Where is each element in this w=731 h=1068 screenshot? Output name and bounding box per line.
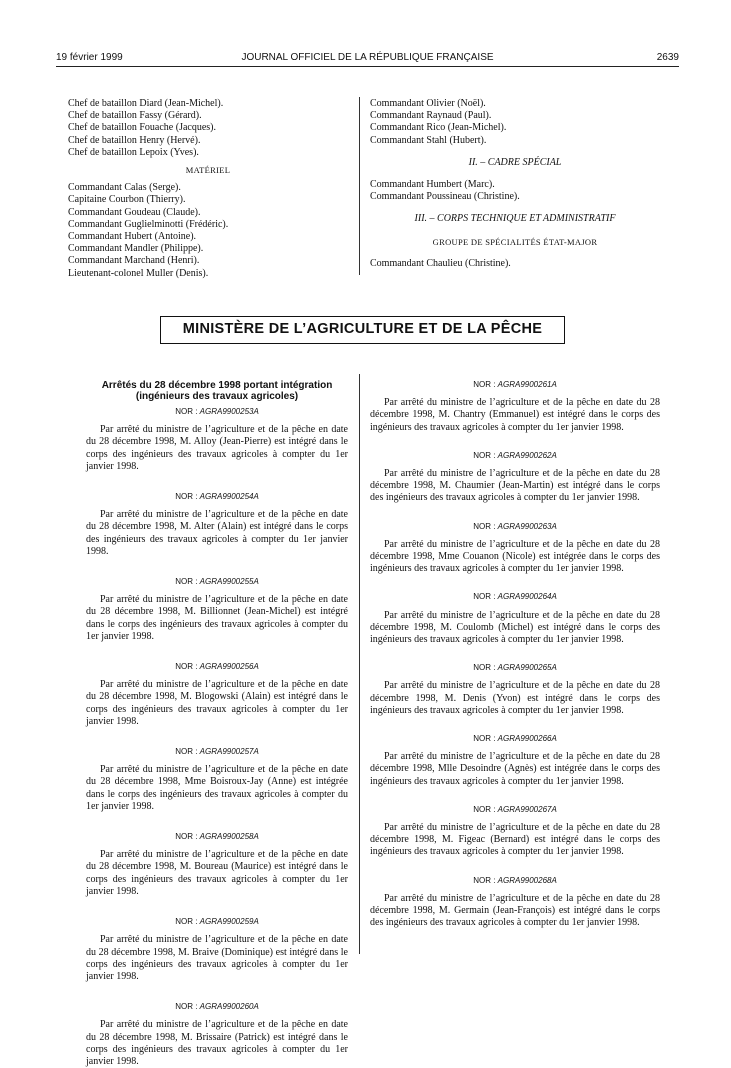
nor-prefix: NOR : (473, 875, 496, 885)
decree-entry (86, 746, 348, 813)
decree-entry (370, 662, 660, 717)
cadre-special-heading: II. – CADRE SPÉCIAL (468, 156, 562, 168)
nor-code: AGRA9900261A (497, 380, 557, 389)
nor-reference (370, 591, 660, 603)
list-item: Chef de bataillon Lepoix (Yves). (68, 146, 199, 158)
nor-reference (86, 746, 348, 758)
nor-reference (370, 379, 660, 391)
nor-code: AGRA9900260A (199, 1002, 259, 1012)
nor-code: AGRA9900256A (199, 662, 259, 672)
list-item: Chef de bataillon Fassy (Gérard). (68, 110, 202, 122)
list-group-b (370, 179, 660, 203)
header-title: JOURNAL OFFICIEL DE LA RÉPUBLIQUE FRANÇAISE (241, 52, 494, 63)
decree-text: Par arrêté du ministre de l’agriculture et de la pêche en date du 28 décembre 1998, M. Denis (Yvon) est intégré dans le corps des ingénieurs des travaux agricoles à compter du 1er janvier 1998. (370, 680, 660, 716)
list-item: Chef de bataillon Henry (Hervé). (68, 134, 201, 146)
right-entries-list (370, 379, 660, 930)
ministry-title-box: MINISTÈRE DE L’AGRICULTURE ET DE LA PÊCHE (160, 316, 565, 344)
list-item: Chef de bataillon Diard (Jean-Michel). (68, 98, 224, 109)
page-header (56, 52, 679, 66)
nor-code: AGRA9900253A (199, 407, 259, 416)
arrete-title-line-1: Arrêtés du 28 décembre 1998 portant intégration (101, 380, 333, 391)
nor-prefix: NOR : (175, 577, 198, 587)
list-item: Commandant Calas (Serge). (68, 182, 181, 194)
nor-code: AGRA9900255A (199, 577, 259, 587)
groupe-specialites-heading: GROUPE DE SPÉCIALITÉS ÉTAT-MAJOR (432, 236, 598, 247)
decree-entry (370, 450, 660, 505)
decree-text: Par arrêté du ministre de l’agriculture et de la pêche en date du 28 décembre 1998, M. Chaumier (Jean-Martin) est intégré dans le corps des ingénieurs des travaux agricoles à compter du 1er janvier 1998. (370, 468, 660, 504)
nor-reference (370, 450, 660, 462)
bottom-left-column (86, 380, 348, 1068)
decree-entry (370, 379, 660, 434)
nor-prefix: NOR : (175, 407, 198, 416)
list-item: Commandant Guglielminotti (Frédéric). (68, 218, 229, 230)
left-entries-list (86, 406, 348, 1068)
nor-prefix: NOR : (473, 521, 496, 531)
corps-technique-heading: III. – CORPS TECHNIQUE ET ADMINISTRATIF (414, 213, 616, 225)
nor-reference (86, 576, 348, 588)
decree-text: Par arrêté du ministre de l’agriculture et de la pêche en date du 28 décembre 1998, Mme Boisroux-Jay (Anne) est intégrée dans le corps des ingénieurs des travaux agricoles à compter du 1er janvier 1998. (86, 764, 348, 812)
nor-prefix: NOR : (473, 592, 496, 602)
decree-entry (370, 733, 660, 788)
list-group-c (370, 258, 660, 270)
nor-prefix: NOR : (473, 380, 496, 389)
top-right-column (370, 98, 660, 270)
nor-code: AGRA9900259A (199, 917, 259, 927)
arrete-title-line-2: (ingénieurs des travaux agricoles) (135, 391, 299, 402)
decree-entry (86, 1001, 348, 1068)
nor-prefix: NOR : (175, 492, 198, 502)
nor-reference (86, 1001, 348, 1013)
list-item: Commandant Raynaud (Paul). (370, 110, 492, 122)
nor-code: AGRA9900254A (199, 492, 259, 502)
column-divider-top (359, 97, 360, 275)
nor-code: AGRA9900257A (199, 747, 259, 757)
header-date: 19 février 1999 (56, 52, 123, 63)
decree-entry (370, 804, 660, 859)
decree-text: Par arrêté du ministre de l’agriculture et de la pêche en date du 28 décembre 1998, M. Alloy (Jean-Pierre) est intégré dans le corps des ingénieurs des travaux agricoles à compter du 1er janvier 1998. (86, 424, 348, 472)
nor-prefix: NOR : (175, 832, 198, 842)
list-item: Lieutenant-colonel Muller (Denis). (68, 267, 209, 279)
list-item: Commandant Goudeau (Claude). (68, 206, 201, 218)
list-group-a (370, 98, 660, 147)
nor-prefix: NOR : (473, 804, 496, 814)
header-page-number: 2639 (656, 52, 679, 63)
nor-reference (86, 406, 348, 418)
nor-prefix: NOR : (175, 747, 198, 757)
decree-text: Par arrêté du ministre de l’agriculture et de la pêche en date du 28 décembre 1998, M. Alter (Alain) est intégré dans le corps des ingénieurs des travaux agricoles à compter du 1er janvier 1998. (86, 509, 348, 557)
list-item: Commandant Hubert (Antoine). (68, 231, 197, 243)
list-item: Commandant Stahl (Hubert). (370, 134, 487, 146)
nor-reference (86, 831, 348, 843)
list-item: Capitaine Courbon (Thierry). (68, 194, 186, 206)
nor-prefix: NOR : (473, 734, 496, 744)
nor-code: AGRA9900262A (497, 450, 557, 460)
nor-reference (370, 521, 660, 533)
decree-entry (86, 491, 348, 558)
header-rule (56, 66, 679, 67)
list-item: Commandant Chaulieu (Christine). (370, 257, 511, 269)
nor-code: AGRA9900264A (497, 592, 557, 602)
column-divider-bottom (359, 374, 360, 954)
nor-prefix: NOR : (175, 662, 198, 672)
list-item: Chef de bataillon Fouache (Jacques). (68, 122, 217, 134)
decree-entry (86, 406, 348, 473)
decree-text: Par arrêté du ministre de l’agriculture et de la pêche en date du 28 décembre 1998, M. Billionnet (Jean-Michel) est intégré dans le corps des ingénieurs des travaux agricoles à compter du 1er janvier 1998. (86, 594, 348, 642)
arrete-title (86, 380, 348, 402)
decree-text: Par arrêté du ministre de l’agriculture et de la pêche en date du 28 décembre 1998, M. Braive (Dominique) est intégré dans le corps des ingénieurs des travaux agricoles à compter du 1er janvier 1998. (86, 934, 348, 982)
nor-code: AGRA9900266A (497, 734, 557, 744)
decree-entry (86, 661, 348, 728)
nor-code: AGRA9900268A (497, 875, 557, 885)
decree-text: Par arrêté du ministre de l’agriculture et de la pêche en date du 28 décembre 1998, M. Boureau (Maurice) est intégré dans le corps des ingénieurs des travaux agricoles à compter du 1er janvier 1998. (86, 849, 348, 897)
decree-text: Par arrêté du ministre de l’agriculture et de la pêche en date du 28 décembre 1998, Mlle Desoindre (Agnès) est intégrée dans le corps des ingénieurs des travaux agricoles à compter du 1er janvier 1998. (370, 751, 660, 787)
decree-entry (370, 521, 660, 576)
bottom-right-column (370, 375, 660, 930)
decree-entry (86, 916, 348, 983)
materiel-heading: MATÉRIEL (185, 165, 231, 176)
nor-prefix: NOR : (175, 917, 198, 927)
nor-code: AGRA9900265A (497, 663, 557, 673)
nor-prefix: NOR : (175, 1002, 198, 1012)
list-item: Commandant Mandler (Philippe). (68, 243, 204, 255)
decree-text: Par arrêté du ministre de l’agriculture et de la pêche en date du 28 décembre 1998, M. Coulomb (Michel) est intégré dans le corps des ingénieurs des travaux agricoles à compter du 1er janvier 1998. (370, 609, 660, 646)
list-item: Commandant Rico (Jean-Michel). (370, 122, 507, 134)
decree-text: Par arrêté du ministre de l’agriculture et de la pêche en date du 28 décembre 1998, M. Brissaire (Patrick) est intégré dans le corps des ingénieurs des travaux agricoles à compter du 1er janvier 1998. (86, 1019, 348, 1067)
nor-code: AGRA9900267A (497, 804, 557, 814)
nor-reference (86, 491, 348, 503)
list-item: Commandant Humbert (Marc). (370, 179, 495, 191)
decree-entry (86, 576, 348, 643)
nor-reference (370, 733, 660, 745)
nor-reference (86, 661, 348, 673)
list-group-a (68, 98, 348, 159)
nor-code: AGRA9900263A (497, 521, 557, 531)
nor-reference (370, 804, 660, 816)
list-item: Commandant Marchand (Henri). (68, 255, 200, 267)
decree-text: Par arrêté du ministre de l’agriculture et de la pêche en date du 28 décembre 1998, Mme Couanon (Nicole) est intégrée dans le corps des ingénieurs des travaux agricoles à compter du 1er janvier 1998. (370, 538, 660, 575)
decree-entry (370, 875, 660, 930)
list-item: Commandant Olivier (Noël). (370, 98, 486, 109)
top-left-column (68, 98, 348, 280)
nor-reference (86, 916, 348, 928)
decree-text: Par arrêté du ministre de l’agriculture et de la pêche en date du 28 décembre 1998, M. Blogowski (Alain) est intégré dans le corps des ingénieurs des travaux agricoles à compter du 1er janvier 1998. (86, 679, 348, 727)
list-group-b (68, 182, 348, 280)
nor-reference (370, 662, 660, 674)
nor-code: AGRA9900258A (199, 832, 259, 842)
nor-prefix: NOR : (473, 450, 496, 460)
decree-text: Par arrêté du ministre de l’agriculture et de la pêche en date du 28 décembre 1998, M. Chantry (Emmanuel) est intégré dans le corps des ingénieurs des travaux agricoles à compter du 1er janvier 1998. (370, 397, 660, 433)
decree-entry (370, 591, 660, 646)
list-item: Commandant Poussineau (Christine). (370, 191, 520, 203)
decree-entry (86, 831, 348, 898)
decree-text: Par arrêté du ministre de l’agriculture et de la pêche en date du 28 décembre 1998, M. Germain (Jean-François) est intégré dans le corps des ingénieurs des travaux agricoles à compter du 1er janvier 1998. (370, 892, 660, 929)
decree-text: Par arrêté du ministre de l’agriculture et de la pêche en date du 28 décembre 1998, M. Figeac (Bernard) est intégré dans le corps des ingénieurs des travaux agricoles à compter du 1er janvier 1998. (370, 822, 660, 858)
nor-prefix: NOR : (473, 663, 496, 673)
nor-reference (370, 875, 660, 887)
